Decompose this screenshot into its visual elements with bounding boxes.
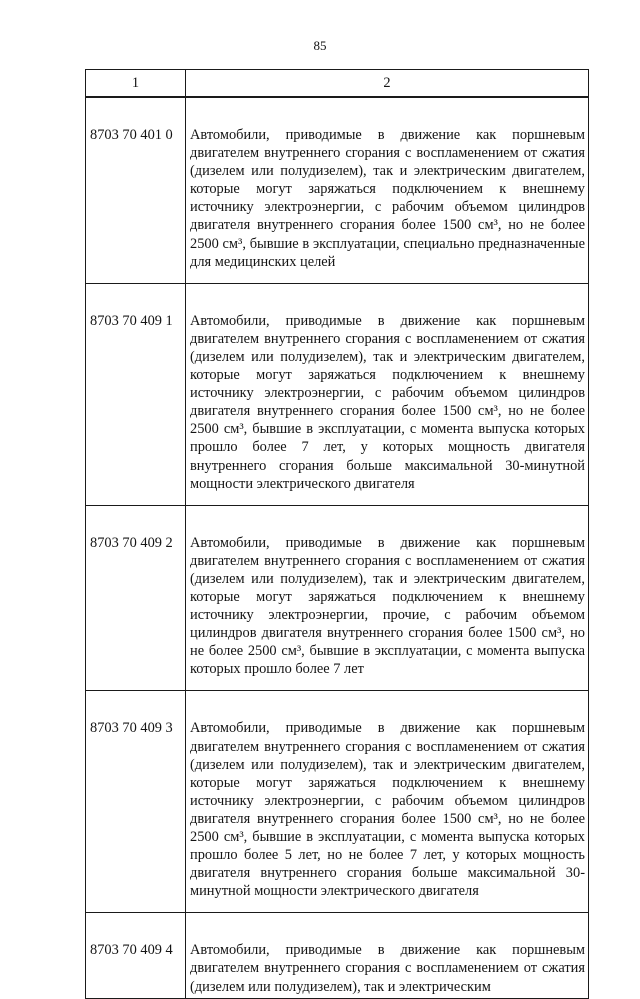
column-header-1: 1 [86, 70, 186, 98]
tariff-code-table [85, 69, 589, 999]
description-text: Автомобили, приводимые в движение как поршневым двигателем внутреннего сгорания с воспламенением от сжатия (дизелем или полудизелем), так и электрическим двигателем, которые могут заряжаться подключением к внешнему источнику электроэнергии, с рабочим объемом цилиндров двигателя внутреннего сгорания более 1500 см³, но не более 2500 см³, бывшие в эксплуатации, с момента выпуска которых прошло более 7 лет, у которых мощность двигателя внутреннего сгорания больше максимальной 30-минутной мощности электрического двигателя [190, 312, 585, 492]
description-text: Автомобили, приводимые в движение как поршневым двигателем внутреннего сгорания с воспламенением от сжатия (дизелем или полудизелем), так и электрическим двигателем, которые могут заряжаться подключением к внешнему источнику электроэнергии, с рабочим объемом цилиндров двигателя внутреннего сгорания более 1500 см³, но не более 2500 см³, бывшие в эксплуатации, с момента выпуска которых прошло более 5 лет, но не более 7 лет, у которых мощность двигателя внутреннего сгорания больше максимальной 30-минутной мощности электрического двигателя [190, 720, 585, 900]
commodity-code: 8703 70 401 0 [86, 97, 186, 283]
table-row [86, 283, 589, 505]
commodity-description [186, 505, 589, 691]
table-row [86, 913, 589, 999]
commodity-code: 8703 70 409 3 [86, 691, 186, 913]
table-header-row [86, 70, 589, 98]
column-header-2: 2 [186, 70, 589, 98]
description-text: Автомобили, приводимые в движение как поршневым двигателем внутреннего сгорания с воспламенением от сжатия (дизелем или полудизелем), так и электрическим двигателем, которые могут заряжаться подключением к внешнему источнику электроэнергии, с рабочим объемом цилиндров двигателя внутреннего сгорания более 1500 см³, но не более 2500 см³, бывшие в эксплуатации, специально предназначенные для медицинских целей [190, 127, 585, 270]
commodity-code: 8703 70 409 2 [86, 505, 186, 691]
commodity-code: 8703 70 409 4 [86, 913, 186, 999]
table-row [86, 691, 589, 913]
table-row [86, 505, 589, 691]
page-number: 85 [313, 38, 327, 53]
commodity-description [186, 97, 589, 283]
description-text: Автомобили, приводимые в движение как поршневым двигателем внутреннего сгорания с воспламенением от сжатия (дизелем или полудизелем), так и электрическим [190, 942, 585, 995]
table-row [86, 97, 589, 283]
commodity-description [186, 691, 589, 913]
commodity-description [186, 283, 589, 505]
commodity-description [186, 913, 589, 999]
description-text: Автомобили, приводимые в движение как поршневым двигателем внутреннего сгорания с воспламенением от сжатия (дизелем или полудизелем), так и электрическим двигателем, которые могут заряжаться подключением к внешнему источнику электроэнергии, прочие, с рабочим объемом цилиндров двигателя внутреннего сгорания более 1500 см³, но не более 2500 см³, бывшие в эксплуатации, с момента выпуска которых прошло более 7 лет [190, 534, 585, 678]
commodity-code: 8703 70 409 1 [86, 283, 186, 505]
